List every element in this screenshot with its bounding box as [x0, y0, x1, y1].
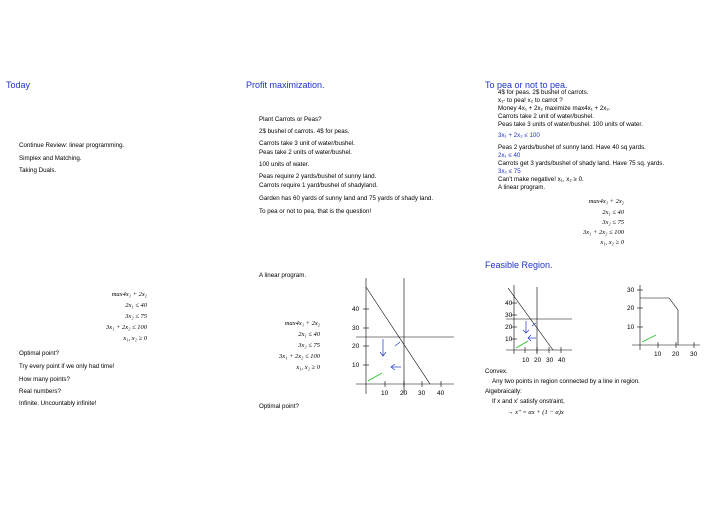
opt-item: Optimal point? [19, 350, 59, 357]
profit-line: 2$ bushel of carrots. 4$ for peas. [259, 128, 350, 135]
profit-line: Plant Carrots or Peas? [259, 116, 322, 123]
profit-line: Peas require 2 yards/bushel of sunny land. [259, 173, 377, 180]
pea-line: x₁- to pea! x₂ to carrot ? [498, 97, 563, 104]
today-item: Simplex and Matching. [19, 155, 82, 162]
lp-plot-lp-line: max4x₁ + 2x₂ [284, 320, 320, 327]
today-title: Today [6, 80, 31, 90]
pea-line: Money 4x₁ + 2x₂ maximize max4x₁ + 2x₂. [498, 105, 611, 112]
profit-line: Carrots require 1 yard/bushel of shadyland. [259, 182, 378, 189]
pea-title: To pea or not to pea. [485, 80, 568, 90]
opt-item: Try every point if we only had time! [19, 363, 115, 370]
profit-line: Peas take 2 units of water/bushel. [259, 149, 352, 156]
feasible-1-y-tick: 30 [505, 312, 513, 319]
lp-plot-x-tick: 10 [381, 390, 389, 397]
feasible-2-y-tick: 10 [627, 324, 635, 331]
today-item: Continue Review: linear programming. [19, 142, 125, 149]
pea-line: 2x₁ ≤ 40 [498, 152, 521, 159]
opt-lp-line: 3x₂ ≤ 75 [125, 313, 147, 320]
profit-line: Garden has 60 yards of sunny land and 75 yards of shady land. [259, 195, 434, 202]
lp-caption: A linear program. [259, 272, 307, 279]
lp-plot-lp-line: 3x₁ + 2x₂ ≤ 100 [279, 353, 320, 360]
pea-lp-line: 2x₁ ≤ 40 [602, 209, 624, 216]
profit-line: 100 units of water. [259, 161, 310, 168]
feasible-1-x-tick: 30 [546, 357, 554, 364]
lp-plot-lp-line: 2x₁ ≤ 40 [298, 331, 320, 338]
today-item: Taking Duals. [19, 167, 57, 174]
opt-item: Infinite. Uncountably infinite! [19, 400, 97, 407]
pea-line: 3x₂ ≤ 75 [498, 168, 521, 175]
lp-plot-y-tick: 20 [352, 343, 360, 350]
feasible-1-x-tick: 10 [522, 357, 530, 364]
feasible-2-x-tick: 30 [690, 351, 698, 358]
feasible-line: Any two points in region connected by a line in region. [492, 378, 640, 385]
pea-lp-line: x₁, x₂ ≥ 0 [600, 239, 624, 246]
feasible-2-y-tick: 30 [627, 287, 635, 294]
pea-line: 3x₁ + 2x₂ ≤ 100 [498, 132, 540, 139]
lp-plot-x-tick: 30 [418, 390, 426, 397]
pea-line: Can't make negative! x₁, x₂ ≥ 0. [498, 176, 584, 183]
lp-plot-lp-line: x₁, x₂ ≥ 0 [296, 364, 320, 371]
opt-item: How many points? [19, 376, 70, 383]
pea-line: Peas 2 yards/bushel of sunny land. Have 40 sq yards. [498, 144, 646, 151]
opt-lp-line: 3x₁ + 2x₂ ≤ 100 [106, 324, 147, 331]
feasible-line: → x" = αx + (1 − α)x [507, 409, 564, 416]
feasible-1-x-tick: 20 [534, 357, 542, 364]
feasible-line: Algebraically: [485, 388, 522, 395]
profit-line: Carrots take 3 unit of water/bushel. [259, 140, 355, 147]
profit-title: Profit maximization. [246, 80, 325, 90]
lp-plot-y-tick: 30 [352, 325, 360, 332]
opt-lp-line: x₁, x₂ ≥ 0 [123, 335, 147, 342]
pea-line: 4$ for peas. 2$ bushel of carrots. [498, 89, 589, 96]
lp-plot-y-tick: 10 [352, 362, 360, 369]
pea-line: Peas take 3 units of water/bushel. 100 units of water. [498, 121, 643, 128]
feasible-line: If x and x' satisfy onstraint, [492, 398, 565, 405]
lp-plot-x-tick: 20 [400, 390, 408, 397]
pea-lp-line: max4x₁ + 2x₂ [588, 198, 624, 205]
lp-plot-x-tick: 40 [437, 390, 445, 397]
feasible-2-x-tick: 10 [654, 351, 662, 358]
feasible-line: Convex. [485, 368, 508, 375]
feasible-2-y-tick: 20 [627, 305, 635, 312]
lp-plot-y-tick: 40 [352, 306, 360, 313]
profit-line: To pea or not to pea, that is the question! [259, 208, 372, 215]
pea-line: Carrots get 3 yards/bushel of shady land. Have 75 sq. yards. [498, 160, 665, 167]
feasible-1-y-tick: 40 [505, 300, 513, 307]
opt-item: Real numbers? [19, 388, 61, 395]
feasible-2-x-tick: 20 [672, 351, 680, 358]
feasible-1-y-tick: 20 [505, 324, 513, 331]
feasible-1-y-tick: 10 [505, 336, 513, 343]
feasible-title: Feasible Region. [485, 260, 553, 270]
pea-lp-line: 3x₁ + 2x₂ ≤ 100 [583, 229, 624, 236]
opt-lp-line: max4x₁ + 2x₂ [111, 291, 147, 298]
lp-question: Optimal point? [259, 403, 299, 410]
opt-lp-line: 2x₁ ≤ 40 [125, 302, 147, 309]
pea-line: A linear program. [498, 184, 546, 191]
pea-lp-line: 3x₂ ≤ 75 [602, 219, 624, 226]
pea-line: Carrots take 2 unit of water/bushel. [498, 113, 594, 120]
lp-plot-lp-line: 3x₂ ≤ 75 [298, 342, 320, 349]
feasible-1-x-tick: 40 [558, 357, 566, 364]
